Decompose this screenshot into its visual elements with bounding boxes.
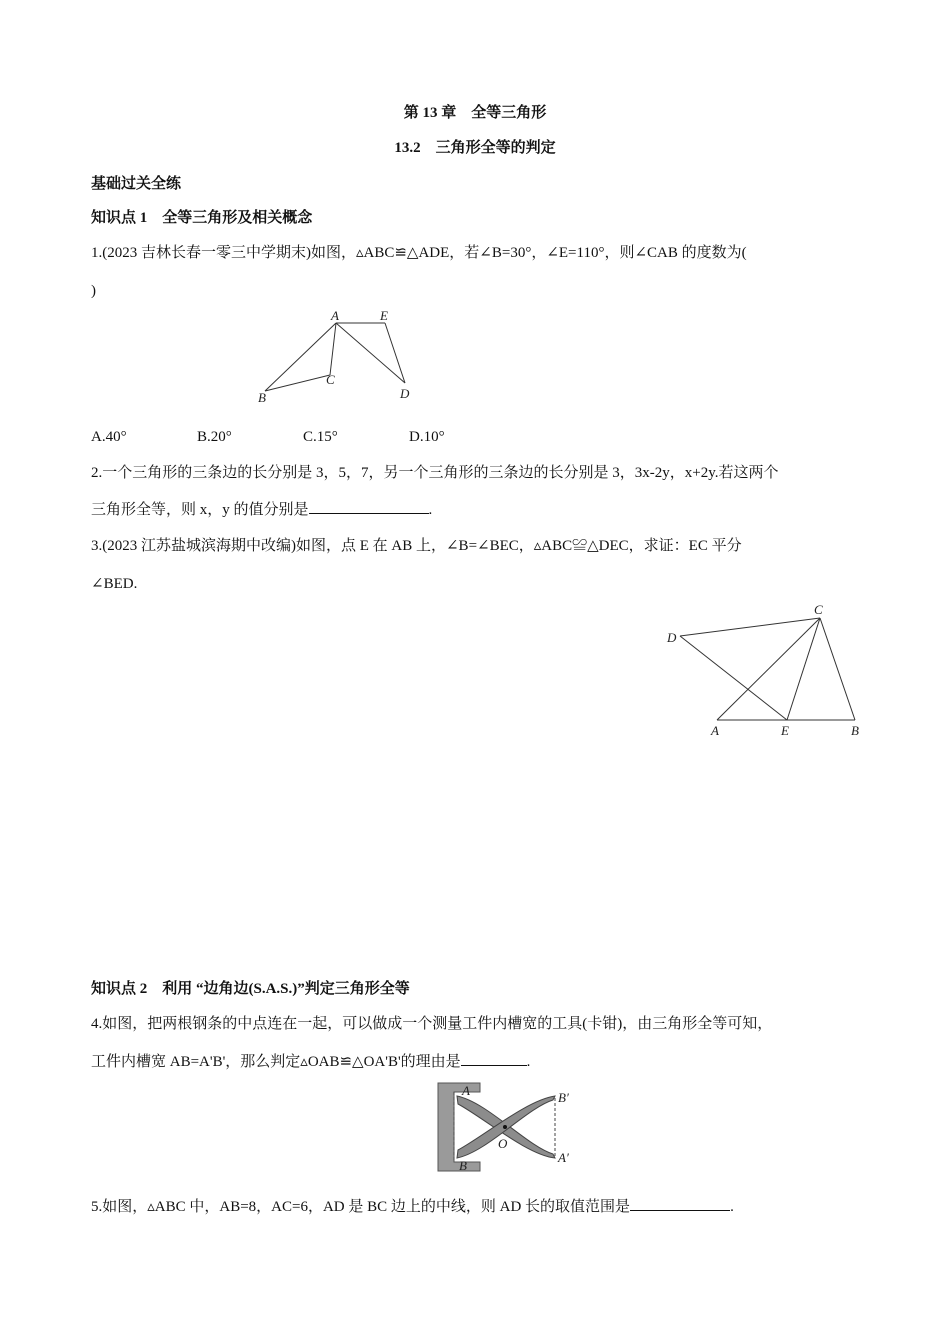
knowledge-point-2-title: 知识点 2 利用 “边角边(S.A.S.)”判定三角形全等: [91, 981, 410, 997]
chapter-title: 第 13 章 全等三角形: [403, 105, 547, 121]
pivot-point-O: [503, 1125, 507, 1129]
label-D: D: [400, 386, 410, 401]
q3-text-line2: ∠BED.: [91, 576, 138, 592]
q5-line1-suffix: .: [730, 1199, 734, 1215]
q2-line2-suffix: .: [428, 502, 433, 518]
segment-DE: [680, 636, 787, 720]
q2-text-line1: 2.一个三角形的三条边的长分别是 3，5，7，另一个三角形的三条边的长分别是 3，3x-2y，x+2y.若这两个: [91, 465, 779, 481]
section-title: 13.2 三角形全等的判定: [394, 140, 556, 156]
q4-line2-prefix: 工件内槽宽 AB=A'B'，那么判定▵OAB≌△OA'B'的理由是: [91, 1054, 461, 1070]
label-O: O: [498, 1136, 508, 1151]
segment-AC: [717, 618, 820, 720]
q4-line2-suffix: .: [526, 1054, 531, 1070]
label-A: A: [711, 723, 719, 738]
q1-figure: [250, 305, 430, 410]
label-A: A: [331, 308, 339, 323]
segment-AC: [330, 323, 336, 375]
q1-text-line2: ): [91, 283, 96, 299]
label-B: B: [459, 1158, 467, 1173]
q5-line1-prefix: 5.如图，▵ABC 中，AB=8，AC=6，AD 是 BC 边上的中线，则 AD 长的取值范围是: [91, 1199, 631, 1215]
label-B-prime: B′: [558, 1090, 569, 1105]
q2-text-line2: [91, 499, 432, 520]
label-E: E: [781, 723, 789, 738]
knowledge-point-1-title: 知识点 1 全等三角形及相关概念: [91, 210, 313, 226]
q4-text-line1: 4.如图，把两根钢条的中点连在一起，可以做成一个测量工件内槽宽的工具(卡钳)，由三角形全等可知，: [91, 1016, 773, 1032]
label-A-prime: A′: [558, 1150, 569, 1165]
label-B: B: [851, 723, 859, 738]
segment-BC: [820, 618, 855, 720]
q4-answer-blank[interactable]: [461, 1051, 527, 1066]
label-C: C: [326, 372, 335, 387]
segment-BC: [265, 375, 330, 391]
q2-line2-prefix: 三角形全等，则 x，y 的值分别是: [91, 502, 309, 518]
label-E: E: [380, 308, 388, 323]
q5-text-line1: [91, 1196, 734, 1217]
practice-title: 基础过关全练: [91, 176, 182, 192]
q1-text-line1: 1.(2023 吉林长春一零三中学期末)如图，▵ABC≌△ADE，若∠B=30°，∠E=110°，则∠CAB 的度数为(: [91, 245, 747, 261]
label-D: D: [667, 630, 677, 645]
q4-text-line2: [91, 1051, 530, 1072]
q1-option-d: D.10°: [409, 429, 445, 445]
q3-text-line1: 3.(2023 江苏盐城滨海期中改编)如图，点 E 在 AB 上，∠B=∠BEC，▵ABC≌△DEC，求证：EC 平分: [91, 538, 742, 554]
segment-DC: [680, 618, 820, 636]
q2-answer-blank[interactable]: [309, 499, 429, 514]
q1-option-b: B.20°: [197, 429, 232, 445]
q1-option-c: C.15°: [303, 429, 338, 445]
q5-answer-blank[interactable]: [630, 1196, 730, 1211]
label-B: B: [258, 390, 266, 405]
label-A: A: [462, 1083, 470, 1098]
segment-EC: [787, 618, 820, 720]
q4-caliper-figure: [432, 1078, 582, 1176]
q1-option-a: A.40°: [91, 429, 127, 445]
q3-figure: [655, 598, 870, 743]
label-C: C: [814, 602, 823, 617]
